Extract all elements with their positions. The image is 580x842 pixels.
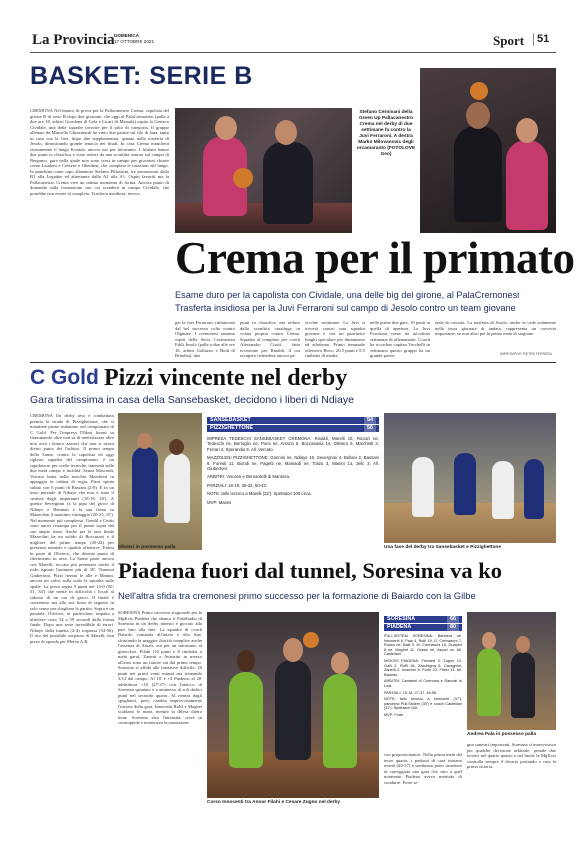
gold-headline: Pizzi vincente nel derby <box>104 365 348 391</box>
player-dark <box>275 660 311 760</box>
masthead-rule <box>30 52 556 53</box>
piadena-box-home-score: 66 <box>447 616 459 623</box>
piadena-box-away-score: 80 <box>447 624 459 631</box>
gold-box-away-team: PIZZIGHETTONE <box>210 425 254 431</box>
piadena-headline: Piadena fuori dal tunnel, Soresina va ko <box>118 558 503 583</box>
section-name: Sport <box>493 33 525 48</box>
paper-name: La Provincia <box>32 32 115 48</box>
piadena-photo-left <box>207 612 379 798</box>
section-divider <box>30 362 556 363</box>
crema-body-col5: nelle prime due gare, 10 punti in quella di apertura. La Juvi Ferraroni viene da un'ottima settimana di allenamenti. Coach ha ricordato capitan Vacchelli in settimana questo gruppo ha un grande poten- <box>370 320 430 358</box>
ball-icon <box>470 82 488 100</box>
player-dark-head <box>283 638 303 662</box>
piadena-box-away <box>384 624 462 631</box>
crema-body-col3: punti in classifica, ma reduce dalla sconfitta casalinga in volata proprio contro Crema. Squadra al completo per coach Alessandro Crotti, fatta eccezione per Rinaldi, il cui recupero richiederà ancora pa- <box>240 320 300 358</box>
player-white <box>164 453 190 523</box>
issue-date: 17 OTTOBRE 2021 <box>114 39 155 44</box>
player-dark-right <box>454 126 502 222</box>
gold-box-home <box>207 417 379 424</box>
piadena-body-mid: con proporzionatori. Nella prima metà del terzo quarto, i padroni di casa tornano avanti (40-37) e sembrano poter rimettere in carreggiata una gara che sino a quel momento Piadena aveva meritato di condurre. Forte se- <box>384 752 462 785</box>
gold-box-line6: MVP: Manini <box>207 499 232 505</box>
player-blue <box>454 453 476 515</box>
crema-body-col6: ziale di crescita. La trasferta di Jesolo, anche se cade solamente nella terza giornata di andata, rappresenta un crocevia importante, se non altro per la prima metà di stagione. <box>435 320 556 336</box>
player-green <box>323 674 357 768</box>
player-blue <box>524 459 544 519</box>
ball-icon <box>233 168 253 188</box>
crema-deck-1: Esame duro per la capolista con Cividale, una delle big del girone, al PalaCremonesi <box>175 290 520 300</box>
player-green <box>229 672 263 768</box>
piadena-box-line4: PARZIALI: 15-18, 27-37, 48-56. <box>384 690 438 695</box>
gold-box-home-team: SANSEBASKET <box>210 417 251 423</box>
piadena-box-line6: MVP: Forte <box>384 712 404 717</box>
piadena-box-line1: PULI-SISTEM SORESINA: Bandera ne, Innocenti 6, Paia 4, Rolfi 19, G. Cremaschi 7, Russo ne, Balti 5, M. Cremaschi 16, Guaperi 8 ne, Maghet 11, Grassi ne, Ascari ne. All. Castellani. <box>384 634 462 657</box>
piadena-box-line2: MGKVIS PIADENA: Ferrazzi 3, Zugno 10, Galli 2, Roffi 18, Zacchigna 5, Cavagnini, Zanetti 2, Avanzini 8, Forte 23, Filahi 13. All. Baiardo. <box>384 658 462 677</box>
player-pink-right-head <box>516 118 538 143</box>
piadena-box-line5: NOTE: fallo tecnico a Innocenti (37'), panchina Puli-Sistem (35') e coach Castellani (37'). Spettatori 100. <box>384 697 462 711</box>
crema-byline: IMPROMPIVE PIETRE FERRERA <box>500 352 552 356</box>
player-dark-head <box>275 120 297 145</box>
page-number: 51 <box>537 33 550 45</box>
piadena-box-home-team: SORESINA <box>387 616 416 622</box>
player-pink-head <box>215 116 237 140</box>
crema-deck-2: Trasferta insidiosa per la Juvi Ferraroni sul campo di Jesolo contro un team giovane <box>175 303 516 313</box>
crema-body-col1: CREMONA Nel bianco di prova per la Pallacanestro Crema, capolista del girone B di serie B dopo due giornate, che oggi al PalaCremonesi (palla a due ore 18, arbitri Giordano di Gela e Licari di Marsala) ospita la Gesteco Cividale, una delle squadre favorite per il salto di categoria. Il gruppo allenato da Marcello Ghizzinardi ha vinto due partite sul filo di lana, tanto in casa con la Juvi, dopo due supplementari, quanto nella trasferta di Jesolo, dimostrando grande tenacia nei finali. In casa Crema mancherà sicuramente il lungo Kontoh, ancora out per infortunio. I friulani hanno due punti in classifica e sono reduci da una sconfitta sonora sul campo di Bergamo, gara nella quale non sono scesi in campo per giocatori chiave come Laudoni e Cassese e Ohenhen, che completa le rotazioni del lungo. In panchina come capo allenatore Stefano Pillastrini, tre promozioni dalla B1 alla Legadue ed altrettante dalla A2 alla A1. Ospiti favoriti ma la Pallacanestro Crema vive un ottimo momento di forma. Ancora punto di domanda sulla formazione con cui scenderà in campo Cividale, che potrebbe non essere al completo. Trasferta insidiosa, invece, <box>30 108 169 196</box>
issue-day: DOMENICA <box>114 33 140 38</box>
masthead-divider <box>533 33 534 46</box>
gold-box-score <box>207 417 379 550</box>
player-green-head <box>237 650 255 672</box>
player-pink-right <box>506 140 548 230</box>
gold-box-away-score: 56 <box>364 425 376 432</box>
gold-box-line4: PARZIALI: 18-19, 36-32, 50-43. <box>207 482 268 488</box>
crema-body-col4: recchie settimane. La Juvi si troverà contro una squadra giovane e con un panchetto lunghi speculare per dinamismo ed atletismo. Primo terminale offensivo Bovo, 20.5 punti e 8.5 rimbalzi di media <box>305 320 365 358</box>
gold-caption-left: Olivieri in possesso palla <box>118 545 176 550</box>
player-white <box>412 457 434 517</box>
gold-box-line2: MAZZOLENI PIZZIGHETTONE: Gonnini ne, Ndiaye 10, Severgnini 4, Bellani 2, Bassani 9, Foresti 11, Biondi ne, Pagetti ne, Mainardi ne, Tolusi 3, Manini 14, Jelic 3. All. Giubertoni. <box>207 455 379 472</box>
gold-box-line5: NOTE: tallo tecnico a Marelli (32'). Spettatori 100 circa. <box>207 491 312 497</box>
player-dark-right-head <box>466 102 490 129</box>
piadena-box-score <box>384 616 462 746</box>
player-dark-head <box>516 636 530 653</box>
gold-photo-right <box>384 413 556 543</box>
piadena-caption-right: Andrea Pala in possesso palla <box>467 732 537 737</box>
player-dark <box>263 142 313 224</box>
gold-body: CREMONA Un derby teso e combattuto premia la strada di Pizzighettone, che si mantiene primo imbattuto nel campionato di C Gold. Per l'impresa l'Edesi hireni sa fitaminando oltre non sa di metterizzare oltre non avrà i bianco azzurri che non si tirava dietro punto dei l'arbitro. Il primo tempo della Sanse, contro la capolista ed oggi rigliore squadra del campionato, è un capolavoro per scelte tecniche, intensità sulle due metà campo e lucidità. Senza Mascardi, Vercato butta nella mischia Marchetti in appoggio in cabina di regia. Pizzi spinta subito con 6 punti di Bassani (2-9). E in un testo parziale di Ndiaye che non è stato il cestista degli importanti (18-18, 10'). A questo Severgnini fa la pipa del gioco di Ndiaye e Benmati e la sua firma su Mazzoleni il massimo vantaggio (20-25, 15'). Nel momento più complesso, Gendil e Ciniis sono nuovi ristampa per il punto sopra dal suo ampio riuso. Anche per la sera finale Mazzolini ha un solido di Boccasavi e il migliore del primo tempo (20-22) per presenza mentale e qualità offensive. Entrai in parte di Oliviero, che diventa punto di riferimento in area. La Sanse parte ancora con Marelli, toccata più premesso anche il rodo ispirati l'autunno più di 30'. Timeout Giubertoni. Pizzi rientra le alle e Manini, ancora un volta, sulla scala la squadra sulle spalle. La presa segna 9 punti nel 14-0 (50-51, 34') che mette in difficoltà i locali al ridosso di un ora di gioco. Il finale è convenuto ma alla sua linea di segnato in solo senso per sbagliare la partita. Sopra è un parziale. Oliviero, in particolare, impatta a ulteriore cesto 54 a 59 secondi dalla forma finale. Dopo una serie incredibile di errori. Ndiaye dalla lunetta (2-4) sorpassa (54-56). Il tiro del possibile sorpasso di Marelli, ben preso di sponda per Mereu A.R. <box>30 413 114 644</box>
gold-box-away <box>207 425 379 432</box>
player-green <box>477 648 501 716</box>
crema-photo-right <box>420 68 556 233</box>
player-white <box>492 461 514 519</box>
player-green-head <box>331 652 349 674</box>
gold-label: C Gold <box>30 366 99 389</box>
player-white-head <box>169 439 184 455</box>
piadena-body: SORESINA Primo successo stagionale per la MgKvis Piadena che sbanca il PalaStadio di Soresina in un derby intenso e giocato alla pari fino alla fine. La squadra di coach Baiardo comanda all'inizio e alla fine, sfruttando la maggior fisicità complice anche l'assenza di Assali, out per un infortunio al ginocchio. Filahi (10 punti e 8 rimbalzi a metà gara), Zanetti e Avanzini in mezzo all'area sono un fattore sin dal primo tempo. Soresina si affida alle iniziative difficile, 20 punti nei primi venti minuti ma trainando 3/12 dal campo. Al 10' è +3 Piadena, al 20' addirittura +10 (27-37) con l'attacco di Soresina spuntato e a ammesso di soli dodici punti nel secondo quarto. Al rientro dagli spogliatoi, però, cambia improvvisamente l'inerzia della gara. Innocenti Rolfi e Maghet scaldano le mani, mentre la difesa dietro tiene. Soresina alza l'intensità, corre in contropiede e monetizza la transizione. <box>118 610 202 725</box>
piadena-box-away-team: PIADENA <box>387 624 412 630</box>
player-blue-head <box>137 433 152 449</box>
piadena-deck: Nell'altra sfida tra cremonesi primo successo per la formazione di Baiardo con la Gilbe <box>118 590 476 601</box>
player-green-head <box>482 632 496 649</box>
crema-headline: Crema per il primato <box>175 233 575 283</box>
piadena-box-line3: ARBITRI: Cantarini di Cremona e Rancati di Lodi. <box>384 679 462 688</box>
crema-photo-left <box>175 108 352 233</box>
piadena-photo-right <box>467 612 556 730</box>
gold-box-home-score: 54 <box>364 417 376 424</box>
gold-photo-left <box>118 413 202 550</box>
player-blue <box>132 447 158 517</box>
section-kicker: BASKET: SERIE B <box>30 62 253 90</box>
crema-photo-caption: Stefano Cernivani della Green Up Pallacanestro Crema nel derby di due settimane fa contro la Juvi Ferraroni. A destra Marko Milovanovic degli orcamaranto (FOTOLOVE Geo) <box>356 110 416 157</box>
masthead <box>20 30 560 48</box>
gold-caption-right: Una fase del derby tra Sansebasket e Pizzighettone <box>384 545 502 550</box>
gold-box-line3: ARBITRI: Viscarsi e Bernardelli di Mantova. <box>207 474 291 480</box>
ball-icon <box>303 632 319 648</box>
gold-deck: Gara tiratissima in casa della Sansebasket, decidono i liberi di Ndiaye <box>30 394 354 406</box>
piadena-caption-left: Corso Innocenti tra Anour Filahi e Cesare Zugno nel derby <box>207 800 341 805</box>
gold-box-line1: IMPRESA TEDESCHI SANSEBASKET CREMONA: Rinaldi, Marelli 15, Riccari ne, Tedeschi ne, Bertoglio ne, Pomi ne, Arrazzi 6, Boccasavia 14, Oliviero 9, Marchetti 3, Ferrari 2, Sperandio 5. All. Vercato. <box>207 436 379 452</box>
player-dark <box>511 652 535 718</box>
crema-body-col2: per la Juvi Ferraroni, rinfrancata dal bel successo colto contro Olginate. I cremonesi saranno ospiti della Secis Costruzioni Edili Jesolo (palla a due alle ore 18, arbitri Galluzzo e Bodi di Brindisi), due <box>175 320 235 358</box>
piadena-box-home <box>384 616 462 623</box>
piadena-body-right: gna canestri importanti, Soresina si innervosisce per qualche decisione arbitrale, prende due tecnici nel quarto quarto e nel finale la MgKvis controlla sempre il divario portando a casa la prima vittoria. <box>467 742 556 769</box>
